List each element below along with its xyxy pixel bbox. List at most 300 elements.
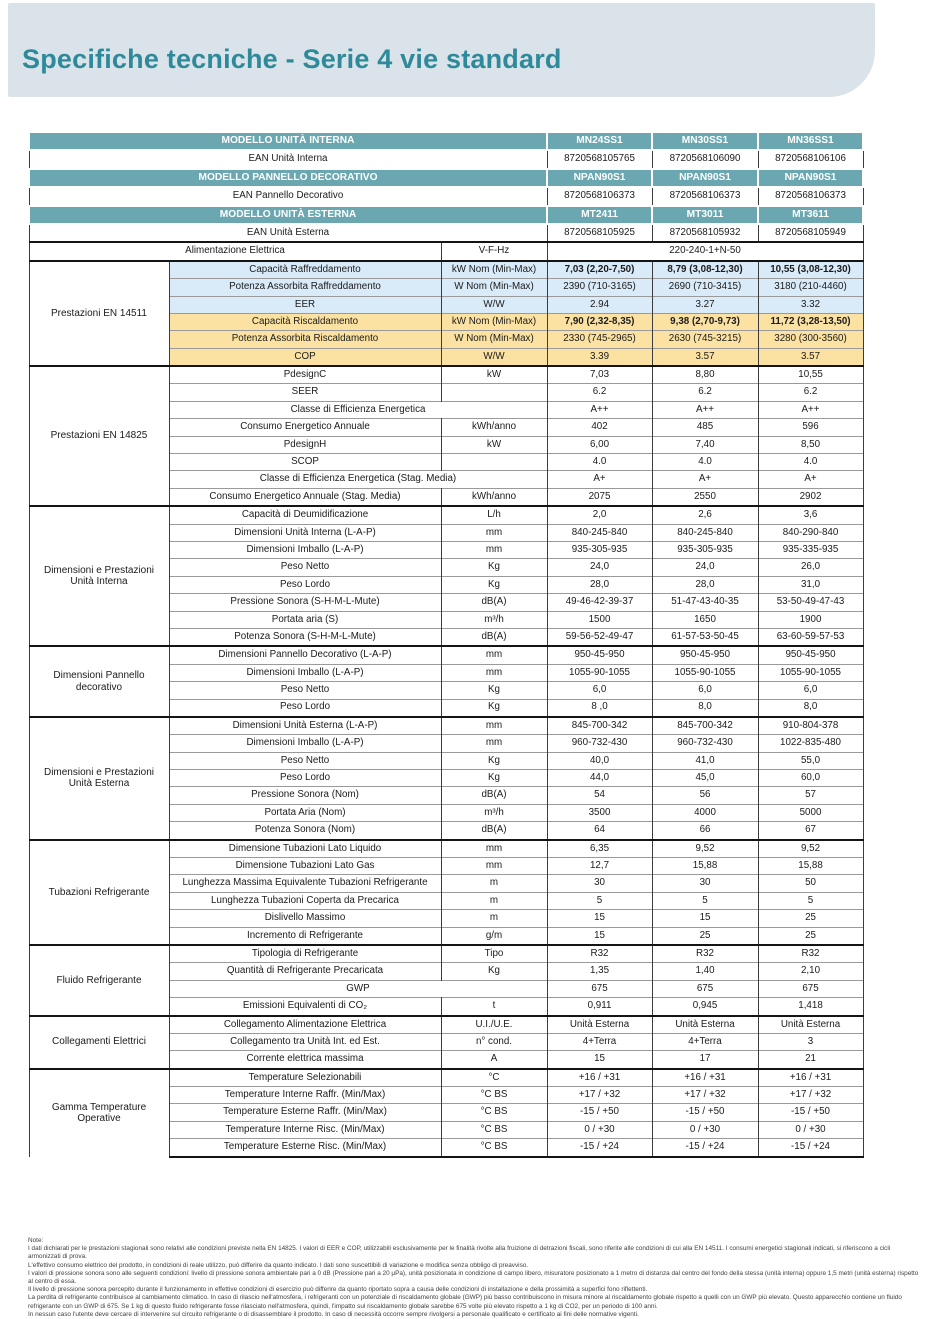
value-cell: 8720568106090: [652, 150, 758, 168]
value-cell: 3: [758, 1033, 863, 1050]
value-cell: 64: [547, 822, 652, 840]
value-cell: 6.2: [758, 384, 863, 401]
param-label: EER: [169, 296, 441, 313]
value-cell: 2902: [758, 488, 863, 506]
unit-cell: mm: [441, 541, 547, 558]
spec-table-body: [29, 132, 863, 1157]
value-cell: 15: [547, 927, 652, 945]
value-cell: +17 / +32: [547, 1087, 652, 1104]
value-cell: 1022-835-480: [758, 735, 863, 752]
table-row: [29, 132, 863, 150]
unit-cell: U.I./U.E.: [441, 1016, 547, 1034]
value-cell: 11,72 (3,28-13,50): [758, 313, 863, 330]
param-label: Capacità Raffreddamento: [169, 261, 441, 279]
unit-cell: mm: [441, 858, 547, 875]
value-cell: 40,0: [547, 752, 652, 769]
value-cell: 4.0: [652, 454, 758, 471]
value-cell: 7,40: [652, 436, 758, 453]
param-label: Dimensioni Pannello Decorativo (L-A-P): [169, 646, 441, 664]
value-cell: 840-245-840: [547, 524, 652, 541]
param-label: Tipologia di Refrigerante: [169, 945, 441, 963]
param-label: Dimensioni Imballo (L-A-P): [169, 664, 441, 681]
unit-cell: mm: [441, 840, 547, 858]
param-label: EAN Unità Interna: [29, 150, 547, 168]
param-label: Dimensioni Imballo (L-A-P): [169, 541, 441, 558]
value-cell: 6.2: [652, 384, 758, 401]
value-cell: 4.0: [547, 454, 652, 471]
value-cell: 840-245-840: [652, 524, 758, 541]
value-cell: 67: [758, 822, 863, 840]
unit-cell: Kg: [441, 699, 547, 717]
model-row-label: MODELLO UNITÀ INTERNA: [29, 132, 547, 150]
value-cell: 5000: [758, 804, 863, 821]
model-name-cell: NPAN90S1: [758, 169, 863, 187]
value-cell: 402: [547, 419, 652, 436]
model-name-cell: MT3611: [758, 206, 863, 224]
param-label: Collegamento Alimentazione Elettrica: [169, 1016, 441, 1034]
unit-cell: W/W: [441, 348, 547, 366]
model-name-cell: NPAN90S1: [547, 169, 652, 187]
param-label: Capacità di Deumidificazione: [169, 506, 441, 524]
value-cell: 28,0: [547, 576, 652, 593]
param-label: Pressione Sonora (Nom): [169, 787, 441, 804]
value-cell: 55,0: [758, 752, 863, 769]
table-row: [29, 945, 863, 963]
param-label: Potenza Assorbita Riscaldamento: [169, 331, 441, 348]
section-label: Prestazioni EN 14825: [29, 366, 169, 506]
footnotes: [28, 1237, 920, 1319]
param-label: Dislivello Massimo: [169, 910, 441, 927]
value-cell: 10,55 (3,08-12,30): [758, 261, 863, 279]
value-cell: 7,03 (2,20-7,50): [547, 261, 652, 279]
value-cell: A+: [547, 471, 652, 488]
value-cell: 4000: [652, 804, 758, 821]
value-cell: 2550: [652, 488, 758, 506]
value-cell: 675: [652, 980, 758, 997]
unit-cell: Kg: [441, 559, 547, 576]
value-cell: 1,418: [758, 998, 863, 1016]
value-cell: 6,0: [547, 682, 652, 699]
value-cell: 1,40: [652, 963, 758, 980]
value-cell: 7,03: [547, 366, 652, 384]
note-line: In nessun caso l'utente deve cercare di intervenire sul circuito refrigerante o di disassemblare il prodotto. In caso di necessità occorre sempre rivolgersi a personale qualificato e certificato ai fini delle normative vigenti.: [28, 1310, 639, 1318]
param-label: GWP: [169, 980, 547, 997]
unit-cell: [441, 454, 547, 471]
value-cell: 24,0: [547, 559, 652, 576]
value-cell: 4+Terra: [547, 1033, 652, 1050]
note-line: Il livello di pressione sonora percepito durante il funzionamento in effettive condizioni di esercizio può differire da quanto riportato sopra a causa delle condizioni di installazione e della prossimità a superfici fono riflettenti.: [28, 1286, 648, 1294]
section-label: Collegamenti Elettrici: [29, 1016, 169, 1069]
param-label: Peso Netto: [169, 752, 441, 769]
param-label: Capacità Riscaldamento: [169, 313, 441, 330]
param-label: Dimensioni Unità Interna (L-A-P): [169, 524, 441, 541]
value-cell: 57: [758, 787, 863, 804]
value-cell: 1900: [758, 611, 863, 628]
unit-cell: °C BS: [441, 1139, 547, 1157]
value-cell: -15 / +50: [547, 1104, 652, 1121]
value-cell: -15 / +50: [652, 1104, 758, 1121]
table-row: [29, 224, 863, 242]
param-label: PdesignH: [169, 436, 441, 453]
spec-table: [28, 131, 864, 1158]
value-cell: 56: [652, 787, 758, 804]
value-cell: 485: [652, 419, 758, 436]
value-cell: 15: [652, 910, 758, 927]
value-cell: 45,0: [652, 770, 758, 787]
value-cell: 3.57: [758, 348, 863, 366]
value-cell: 9,38 (2,70-9,73): [652, 313, 758, 330]
section-label: Tubazioni Refrigerante: [29, 840, 169, 945]
table-row: [29, 717, 863, 735]
model-name-cell: MT3011: [652, 206, 758, 224]
unit-cell: °C BS: [441, 1087, 547, 1104]
unit-cell: Kg: [441, 752, 547, 769]
unit-cell: °C BS: [441, 1104, 547, 1121]
value-cell: 28,0: [652, 576, 758, 593]
unit-cell: kWh/anno: [441, 488, 547, 506]
value-cell: 950-45-950: [758, 646, 863, 664]
value-cell: 15,88: [652, 858, 758, 875]
value-cell: 25: [652, 927, 758, 945]
unit-cell: kW Nom (Min-Max): [441, 261, 547, 279]
value-cell: 25: [758, 910, 863, 927]
value-cell: +16 / +31: [652, 1069, 758, 1087]
value-cell: 30: [547, 875, 652, 892]
unit-cell: W Nom (Min-Max): [441, 279, 547, 296]
model-name-cell: MN36SS1: [758, 132, 863, 150]
value-cell: 935-305-935: [652, 541, 758, 558]
value-cell: 950-45-950: [547, 646, 652, 664]
unit-cell: Kg: [441, 963, 547, 980]
unit-cell: m: [441, 910, 547, 927]
param-label: Temperature Esterne Raffr. (Min/Max): [169, 1104, 441, 1121]
unit-cell: W Nom (Min-Max): [441, 331, 547, 348]
unit-cell: t: [441, 998, 547, 1016]
value-cell: 6,35: [547, 840, 652, 858]
param-label: Alimentazione Elettrica: [29, 242, 441, 260]
table-row: [29, 840, 863, 858]
param-label: Dimensioni Unità Esterna (L-A-P): [169, 717, 441, 735]
value-cell: 840-290-840: [758, 524, 863, 541]
param-label: Corrente elettrica massima: [169, 1051, 441, 1069]
param-label: Consumo Energetico Annuale (Stag. Media): [169, 488, 441, 506]
unit-cell: dB(A): [441, 628, 547, 646]
value-cell: 8 ,0: [547, 699, 652, 717]
table-row: [29, 187, 863, 205]
value-cell: 675: [547, 980, 652, 997]
param-label: Peso Lordo: [169, 699, 441, 717]
value-cell: 8720568105925: [547, 224, 652, 242]
param-label: Peso Lordo: [169, 770, 441, 787]
param-label: Lunghezza Massima Equivalente Tubazioni Refrigerante: [169, 875, 441, 892]
value-cell: 30: [652, 875, 758, 892]
table-row: [29, 261, 863, 279]
table-row: [29, 1016, 863, 1034]
section-label: Gamma Temperature Operative: [29, 1069, 169, 1157]
value-cell: 3.27: [652, 296, 758, 313]
value-cell: 8720568106373: [547, 187, 652, 205]
value-cell: 2.94: [547, 296, 652, 313]
value-cell: 6,0: [758, 682, 863, 699]
value-cell: 2390 (710-3165): [547, 279, 652, 296]
value-cell: 3280 (300-3560): [758, 331, 863, 348]
param-label: Temperature Interne Risc. (Min/Max): [169, 1121, 441, 1138]
value-cell: 0,911: [547, 998, 652, 1016]
unit-cell: m: [441, 892, 547, 909]
value-cell: Unità Esterna: [758, 1016, 863, 1034]
value-cell: -15 / +24: [652, 1139, 758, 1157]
unit-cell: dB(A): [441, 594, 547, 611]
param-label: Potenza Sonora (S-H-M-L-Mute): [169, 628, 441, 646]
value-cell: 15,88: [758, 858, 863, 875]
value-cell: 7,90 (2,32-8,35): [547, 313, 652, 330]
value-cell: 53-50-49-47-43: [758, 594, 863, 611]
value-cell: 8,0: [758, 699, 863, 717]
table-row: [29, 206, 863, 224]
table-row: [29, 366, 863, 384]
note-line: I valori di pressione sonora sono alle seguenti condizioni: livello di pressione sonora ambientale pari a 0 dB (Pressione pari a 20 μPa), unità posizionata in condizione di campo libero, misuratore posizionato a 1 metro di distanza dal centro del fondo della stessa (unità interna) oppure 1,5 metri (unità esterna) rispetto al centro di essa.: [28, 1269, 919, 1286]
value-cell: 12,7: [547, 858, 652, 875]
unit-cell: mm: [441, 717, 547, 735]
section-label: Dimensioni Pannello decorativo: [29, 646, 169, 717]
value-cell: 21: [758, 1051, 863, 1069]
unit-cell: [441, 384, 547, 401]
value-cell: 8720568106106: [758, 150, 863, 168]
value-cell: 15: [547, 1051, 652, 1069]
unit-cell: kW: [441, 436, 547, 453]
value-cell: 8,79 (3,08-12,30): [652, 261, 758, 279]
page-title: Specifiche tecniche - Serie 4 vie standard: [22, 44, 562, 74]
param-label: Collegamento tra Unità Int. ed Est.: [169, 1033, 441, 1050]
table-row: [29, 646, 863, 664]
param-label: Potenza Sonora (Nom): [169, 822, 441, 840]
value-cell: 1055-90-1055: [758, 664, 863, 681]
value-cell: 25: [758, 927, 863, 945]
value-cell: 61-57-53-50-45: [652, 628, 758, 646]
value-cell: 6,0: [652, 682, 758, 699]
model-name-cell: NPAN90S1: [652, 169, 758, 187]
param-label: Potenza Assorbita Raffreddamento: [169, 279, 441, 296]
unit-cell: m³/h: [441, 611, 547, 628]
value-cell: 3.39: [547, 348, 652, 366]
value-cell: 1055-90-1055: [652, 664, 758, 681]
value-cell: 960-732-430: [652, 735, 758, 752]
section-label: Dimensioni e Prestazioni Unità Interna: [29, 506, 169, 646]
unit-cell: dB(A): [441, 822, 547, 840]
value-cell: -15 / +24: [758, 1139, 863, 1157]
unit-cell: kWh/anno: [441, 419, 547, 436]
param-label: Consumo Energetico Annuale: [169, 419, 441, 436]
value-cell: 8720568106373: [652, 187, 758, 205]
param-label: Incremento di Refrigerante: [169, 927, 441, 945]
section-label: Prestazioni EN 14511: [29, 261, 169, 366]
unit-cell: A: [441, 1051, 547, 1069]
param-label: SCOP: [169, 454, 441, 471]
table-row: [29, 150, 863, 168]
value-cell: 8,80: [652, 366, 758, 384]
value-cell: A+: [758, 471, 863, 488]
param-label: Emissioni Equivalenti di CO₂: [169, 998, 441, 1016]
unit-cell: kW: [441, 366, 547, 384]
unit-cell: kW Nom (Min-Max): [441, 313, 547, 330]
value-cell: 9,52: [652, 840, 758, 858]
value-cell: 910-804-378: [758, 717, 863, 735]
unit-cell: Kg: [441, 682, 547, 699]
unit-cell: W/W: [441, 296, 547, 313]
value-cell: 1500: [547, 611, 652, 628]
value-cell: 8,0: [652, 699, 758, 717]
unit-cell: V-F-Hz: [441, 242, 547, 260]
unit-cell: n° cond.: [441, 1033, 547, 1050]
value-cell: Unità Esterna: [547, 1016, 652, 1034]
model-row-label: MODELLO PANNELLO DECORATIVO: [29, 169, 547, 187]
notes-heading: Note:: [28, 1237, 44, 1244]
value-cell: 59-56-52-49-47: [547, 628, 652, 646]
value-cell: 8720568106373: [758, 187, 863, 205]
value-cell: 0,945: [652, 998, 758, 1016]
model-name-cell: MN30SS1: [652, 132, 758, 150]
value-cell: 2,6: [652, 506, 758, 524]
value-cell: +16 / +31: [547, 1069, 652, 1087]
unit-cell: g/m: [441, 927, 547, 945]
value-cell: 60,0: [758, 770, 863, 787]
table-row: [29, 1069, 863, 1087]
unit-cell: m: [441, 875, 547, 892]
value-cell: 2690 (710-3415): [652, 279, 758, 296]
value-cell: 4+Terra: [652, 1033, 758, 1050]
param-label: Dimensione Tubazioni Lato Gas: [169, 858, 441, 875]
note-line: I dati dichiarati per le prestazioni stagionali sono relativi alle condizioni previste nella EN 14825. I valori di EER e COP, utilizzabili esclusivamente per le finalità rivolte alla fruizione di detrazioni fiscali, sono riferite alle condizioni di cui alla EN 14511. I consumi energetici stagionali indicati, si riferiscono a cicli armonizzati di prova.: [28, 1245, 891, 1261]
value-cell: 2330 (745-2965): [547, 331, 652, 348]
value-cell: 3.32: [758, 296, 863, 313]
value-cell: 3,6: [758, 506, 863, 524]
param-label: EAN Pannello Decorativo: [29, 187, 547, 205]
value-cell: 960-732-430: [547, 735, 652, 752]
value-cell: 50: [758, 875, 863, 892]
section-label: Fluido Refrigerante: [29, 945, 169, 1016]
unit-cell: °C BS: [441, 1121, 547, 1138]
value-cell: +16 / +31: [758, 1069, 863, 1087]
value-cell: 1055-90-1055: [547, 664, 652, 681]
value-cell: 31,0: [758, 576, 863, 593]
value-cell: 5: [652, 892, 758, 909]
value-cell: 935-335-935: [758, 541, 863, 558]
value-cell: 15: [547, 910, 652, 927]
unit-cell: m³/h: [441, 804, 547, 821]
value-cell: 24,0: [652, 559, 758, 576]
section-label: Dimensioni e Prestazioni Unità Esterna: [29, 717, 169, 840]
value-cell: R32: [652, 945, 758, 963]
param-label: Portata Aria (Nom): [169, 804, 441, 821]
value-cell: 1,35: [547, 963, 652, 980]
table-row: [29, 506, 863, 524]
unit-cell: Kg: [441, 770, 547, 787]
param-label: Temperature Esterne Risc. (Min/Max): [169, 1139, 441, 1157]
value-cell: 26,0: [758, 559, 863, 576]
param-label: Classe di Efficienza Energetica (Stag. Media): [169, 471, 547, 488]
value-cell: A++: [758, 401, 863, 418]
param-label: Portata aria (S): [169, 611, 441, 628]
param-label: EAN Unità Esterna: [29, 224, 547, 242]
value-cell: 54: [547, 787, 652, 804]
note-line: La perdita di refrigerante contribuisce al cambiamento climatico. In caso di rilascio nell'atmosfera, i refrigeranti con un potenziale di riscaldamento globale (GWP) più basso contribuiscono in misura minore al riscaldamento globale rispetto a quelli con un GWP più elevato. Questo apparecchio contiene un fluido refrigerante con un GWP di 675. Se 1 kg di questo fluido refrigerante fosse rilasciato nell'atmosfera, quindi, l'impatto sul riscaldamento globale sarebbe 675 volte più elevato rispetto a 1 kg di CO2, per un periodo di 100 anni.: [28, 1294, 902, 1310]
value-cell: A++: [547, 401, 652, 418]
value-cell: 950-45-950: [652, 646, 758, 664]
unit-cell: L/h: [441, 506, 547, 524]
param-label: Lunghezza Tubazioni Coperta da Precarica: [169, 892, 441, 909]
value-cell: 8720568105765: [547, 150, 652, 168]
unit-cell: °C: [441, 1069, 547, 1087]
value-cell: 5: [547, 892, 652, 909]
value-cell: 3500: [547, 804, 652, 821]
param-label: Peso Netto: [169, 682, 441, 699]
param-label: Dimensioni Imballo (L-A-P): [169, 735, 441, 752]
value-cell: 17: [652, 1051, 758, 1069]
param-label: Pressione Sonora (S-H-M-L-Mute): [169, 594, 441, 611]
param-label: Temperature Interne Raffr. (Min/Max): [169, 1087, 441, 1104]
value-cell: R32: [758, 945, 863, 963]
param-label: Dimensione Tubazioni Lato Liquido: [169, 840, 441, 858]
unit-cell: Tipo: [441, 945, 547, 963]
value-cell: A++: [652, 401, 758, 418]
unit-cell: mm: [441, 735, 547, 752]
value-cell: 2630 (745-3215): [652, 331, 758, 348]
value-cell: 63-60-59-57-53: [758, 628, 863, 646]
param-label: COP: [169, 348, 441, 366]
note-line: L'effettivo consumo elettrico del prodotto, in condizioni di reale utilizzo, può differire da quanto indicato. I dati sono suscettibili di variazione e modifica senza obbligo di preavviso.: [28, 1261, 529, 1269]
value-cell: 4.0: [758, 454, 863, 471]
value-cell: Unità Esterna: [652, 1016, 758, 1034]
model-name-cell: MT2411: [547, 206, 652, 224]
value-cell: 49-46-42-39-37: [547, 594, 652, 611]
value-cell: 0 / +30: [652, 1121, 758, 1138]
value-cell: 6,00: [547, 436, 652, 453]
value-cell: 0 / +30: [547, 1121, 652, 1138]
table-row: [29, 169, 863, 187]
param-label: SEER: [169, 384, 441, 401]
param-label: Classe di Efficienza Energetica: [169, 401, 547, 418]
value-cell: 935-305-935: [547, 541, 652, 558]
value-cell: 9,52: [758, 840, 863, 858]
unit-cell: Kg: [441, 576, 547, 593]
param-label: Quantità di Refrigerante Precaricata: [169, 963, 441, 980]
value-cell: 845-700-342: [652, 717, 758, 735]
unit-cell: mm: [441, 646, 547, 664]
param-label: Peso Netto: [169, 559, 441, 576]
value-cell: 41,0: [652, 752, 758, 769]
value-cell: 6.2: [547, 384, 652, 401]
unit-cell: dB(A): [441, 787, 547, 804]
unit-cell: mm: [441, 524, 547, 541]
param-label: Temperature Selezionabili: [169, 1069, 441, 1087]
value-cell: 8,50: [758, 436, 863, 453]
value-cell: 2,10: [758, 963, 863, 980]
value-cell: -15 / +50: [758, 1104, 863, 1121]
value-cell: 220-240-1+N-50: [547, 242, 863, 260]
value-cell: R32: [547, 945, 652, 963]
table-row: [29, 242, 863, 260]
value-cell: A+: [652, 471, 758, 488]
model-row-label: MODELLO UNITÀ ESTERNA: [29, 206, 547, 224]
value-cell: 845-700-342: [547, 717, 652, 735]
value-cell: 51-47-43-40-35: [652, 594, 758, 611]
value-cell: 8720568105932: [652, 224, 758, 242]
value-cell: 2075: [547, 488, 652, 506]
value-cell: -15 / +24: [547, 1139, 652, 1157]
value-cell: 1650: [652, 611, 758, 628]
value-cell: 44,0: [547, 770, 652, 787]
value-cell: 10,55: [758, 366, 863, 384]
